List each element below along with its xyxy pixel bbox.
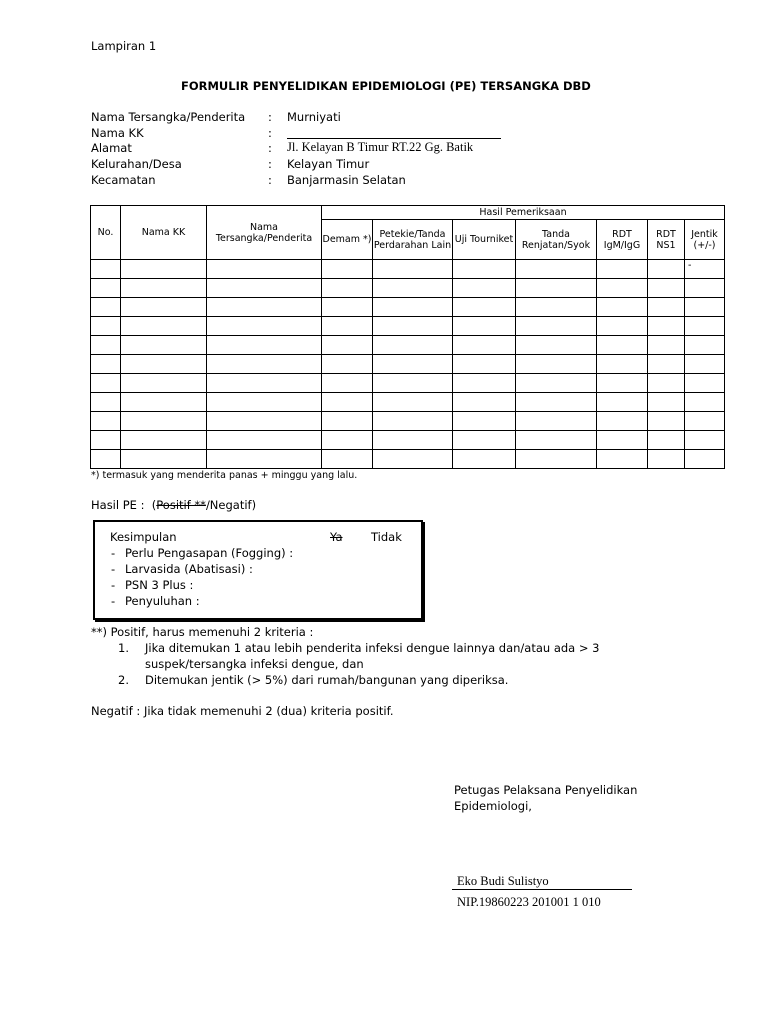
- field-colon: :: [268, 110, 272, 124]
- table-row: [91, 317, 725, 336]
- field-colon: :: [268, 141, 272, 155]
- kesimpulan-bullet: -: [111, 594, 116, 608]
- field-label-nama-tersangka: Nama Tersangka/Penderita: [91, 110, 246, 124]
- col-header-petekie: Petekie/Tanda Perdarahan Lain: [373, 220, 453, 260]
- field-colon: :: [268, 126, 272, 140]
- hasil-pe-open: (: [151, 498, 157, 512]
- table-row: [91, 355, 725, 374]
- field-value-alamat: Jl. Kelayan B Timur RT.22 Gg. Batik: [287, 140, 474, 154]
- col-header-tanda-renjatan: Tanda Renjatan/Syok: [516, 220, 597, 260]
- table-row: [91, 336, 725, 355]
- table-row: [91, 450, 725, 469]
- hasil-pe-label: Hasil PE :: [91, 498, 145, 512]
- col-header-rdt-igm: RDT IgM/IgG: [597, 220, 648, 260]
- hasil-pe-line: [91, 498, 256, 512]
- criteria-intro: **) Positif, harus memenuhi 2 kriteria :: [91, 625, 314, 639]
- field-label-kelurahan: Kelurahan/Desa: [91, 157, 182, 171]
- form-title: FORMULIR PENYELIDIKAN EPIDEMIOLOGI (PE) TERSANGKA DBD: [181, 79, 591, 93]
- kesimpulan-item-fogging: Perlu Pengasapan (Fogging) :: [125, 546, 294, 560]
- field-label-nama-kk: Nama KK: [91, 126, 144, 140]
- table-row: [91, 279, 725, 298]
- kesimpulan-ya: Ya: [330, 530, 343, 544]
- col-header-demam: Demam *): [322, 220, 373, 260]
- hasil-pe-rest: /Negatif): [205, 498, 257, 512]
- col-header-rdt-ns1: RDT NS1: [648, 220, 685, 260]
- table-row: [91, 374, 725, 393]
- field-value-nama-tersangka: Murniyati: [287, 110, 341, 124]
- criteria-item-1-number: 1.: [118, 641, 129, 655]
- kesimpulan-bullet: -: [111, 562, 116, 576]
- col-header-nama-tersangka: Nama Tersangka/Penderita: [207, 206, 322, 260]
- nama-kk-blank-line: [287, 138, 501, 139]
- pemeriksaan-table: [90, 205, 725, 469]
- field-value-kecamatan: Banjarmasin Selatan: [287, 173, 406, 187]
- table-row: [91, 393, 725, 412]
- signature-name: Eko Budi Sulistyo: [457, 874, 549, 888]
- col-header-jentik: Jentik (+/-): [685, 220, 725, 260]
- kesimpulan-bullet: -: [111, 578, 116, 592]
- table-footnote: *) termasuk yang menderita panas + minggu yang lalu.: [91, 470, 358, 481]
- col-header-hasil-pemeriksaan: Hasil Pemeriksaan: [322, 206, 725, 220]
- criteria-item-2: Ditemukan jentik (> 5%) dari rumah/bangunan yang diperiksa.: [145, 673, 509, 687]
- jentik-cell: -: [685, 260, 725, 279]
- criteria-item-1-line-2: suspek/tersangka infeksi dengue, dan: [145, 657, 364, 671]
- criteria-item-2-number: 2.: [118, 673, 129, 687]
- table-row: [91, 412, 725, 431]
- kesimpulan-item-psn: PSN 3 Plus :: [125, 578, 194, 592]
- criteria-negatif: Negatif : Jika tidak memenuhi 2 (dua) kriteria positif.: [91, 704, 394, 718]
- hasil-pe-positif: Positif **: [156, 498, 206, 512]
- field-colon: :: [268, 157, 272, 171]
- table-row: [91, 298, 725, 317]
- kesimpulan-bullet: -: [111, 546, 116, 560]
- signature-nip: NIP.19860223 201001 1 010: [457, 895, 601, 909]
- signature-underline: [452, 889, 632, 890]
- col-header-uji-tourniket: Uji Tourniket: [453, 220, 516, 260]
- kesimpulan-title: Kesimpulan: [110, 530, 177, 544]
- kesimpulan-item-penyuluhan: Penyuluhan :: [125, 594, 200, 608]
- col-header-nama-kk: Nama KK: [121, 206, 207, 260]
- field-value-kelurahan: Kelayan Timur: [287, 157, 370, 171]
- table-row: [91, 260, 725, 279]
- field-label-kecamatan: Kecamatan: [91, 173, 156, 187]
- table-row: [91, 431, 725, 450]
- lampiran-label: Lampiran 1: [91, 39, 157, 53]
- signature-role-line-2: Epidemiologi,: [454, 799, 532, 813]
- criteria-item-1-line-1: Jika ditemukan 1 atau lebih penderita infeksi dengue lainnya dan/atau ada > 3: [145, 641, 600, 655]
- kesimpulan-item-larvasida: Larvasida (Abatisasi) :: [125, 562, 253, 576]
- signature-role-line-1: Petugas Pelaksana Penyelidikan: [454, 783, 638, 797]
- kesimpulan-tidak: Tidak: [371, 530, 402, 544]
- col-header-no: No.: [91, 206, 121, 260]
- field-label-alamat: Alamat: [91, 141, 132, 155]
- field-colon: :: [268, 173, 272, 187]
